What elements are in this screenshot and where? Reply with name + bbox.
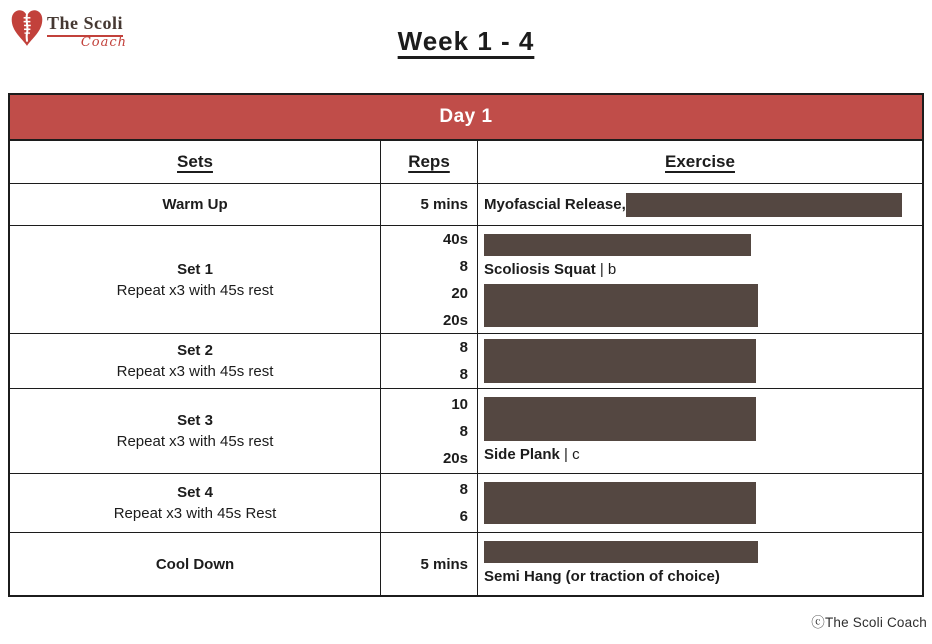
reps-cell [381,184,478,225]
exercise-line [484,541,922,563]
redacted-block [484,234,751,256]
exercise-line [484,339,922,383]
column-header-exercise: Exercise [665,152,735,171]
set-title: Set 4 [177,484,213,501]
reps-cell [381,474,478,532]
reps-cell [381,533,478,595]
column-header-row [10,141,922,184]
set-title: Set 2 [177,342,213,359]
reps-value: 8 [459,422,468,440]
sets-cell [10,334,381,388]
exercise-text: Side Plank [484,445,560,463]
redacted-block [484,284,758,327]
redacted-block [626,193,902,217]
exercise-text: Myofascial Release, [484,195,626,213]
set-title: Set 3 [177,412,213,429]
table-row-cool-down [10,533,922,595]
table-body [10,184,922,595]
exercise-cell [478,533,922,595]
brand-script-name: Coach [80,35,128,50]
redacted-block [484,541,758,563]
table-row-set-4 [10,474,922,533]
reps-value: 20 [451,285,468,302]
column-header-sets: Sets [10,141,381,183]
exercise-line [484,444,922,466]
exercise-text: | c [559,445,580,463]
set-title: Warm Up [162,196,228,213]
exercise-line [484,234,922,256]
exercise-text: Scoliosis Squat [484,260,596,278]
workout-table [8,93,924,597]
reps-value: 5 mins [420,196,468,213]
sets-cell [10,533,381,595]
reps-value: 8 [459,366,468,383]
sets-cell [10,226,381,334]
reps-value: 8 [459,258,468,275]
reps-value: 20s [442,449,468,467]
sets-cell [10,474,381,532]
copyright-notice: ⓒThe Scoli Coach [811,615,927,630]
sets-cell [10,389,381,473]
exercise-cell [478,334,922,388]
reps-cell [381,389,478,473]
reps-value: 8 [459,481,468,498]
reps-value: 10 [451,395,468,413]
exercise-line [484,566,922,588]
sets-cell [10,184,381,225]
set-subtitle: Repeat x3 with 45s rest [116,282,274,299]
day-header: Day 1 [10,95,922,141]
reps-value: 8 [459,339,468,356]
exercise-line [484,193,922,217]
redacted-block [484,339,756,383]
set-subtitle: Repeat x3 with 45s rest [116,363,274,380]
page-title: Week 1 - 4 [397,26,535,56]
exercise-text: Semi Hang (or traction of choice) [484,567,720,585]
set-subtitle: Repeat x3 with 45s rest [116,433,274,450]
table-row-set-2 [10,334,922,389]
exercise-line [484,482,922,524]
exercise-line [484,284,922,327]
reps-cell [381,226,478,334]
reps-value: 5 mins [420,555,468,573]
reps-cell [381,334,478,388]
exercise-line [484,259,922,281]
exercise-cell [478,474,922,532]
reps-value: 6 [459,508,468,525]
column-header-reps: Reps [381,141,478,183]
set-subtitle: Repeat x3 with 45s Rest [113,505,277,522]
exercise-cell [478,226,922,334]
set-title: Cool Down [155,555,235,573]
table-row-warm-up [10,184,922,226]
exercise-text: | b [595,260,617,278]
exercise-cell [478,184,922,225]
exercise-line [484,397,922,441]
reps-value: 20s [442,312,468,329]
brand-name: The Scoli [47,13,123,37]
reps-value: 40s [442,231,468,248]
table-row-set-1 [10,226,922,334]
exercise-cell [478,389,922,473]
redacted-block [484,482,756,524]
table-row-set-3 [10,389,922,474]
redacted-block [484,397,756,441]
set-title: Set 1 [177,261,213,278]
